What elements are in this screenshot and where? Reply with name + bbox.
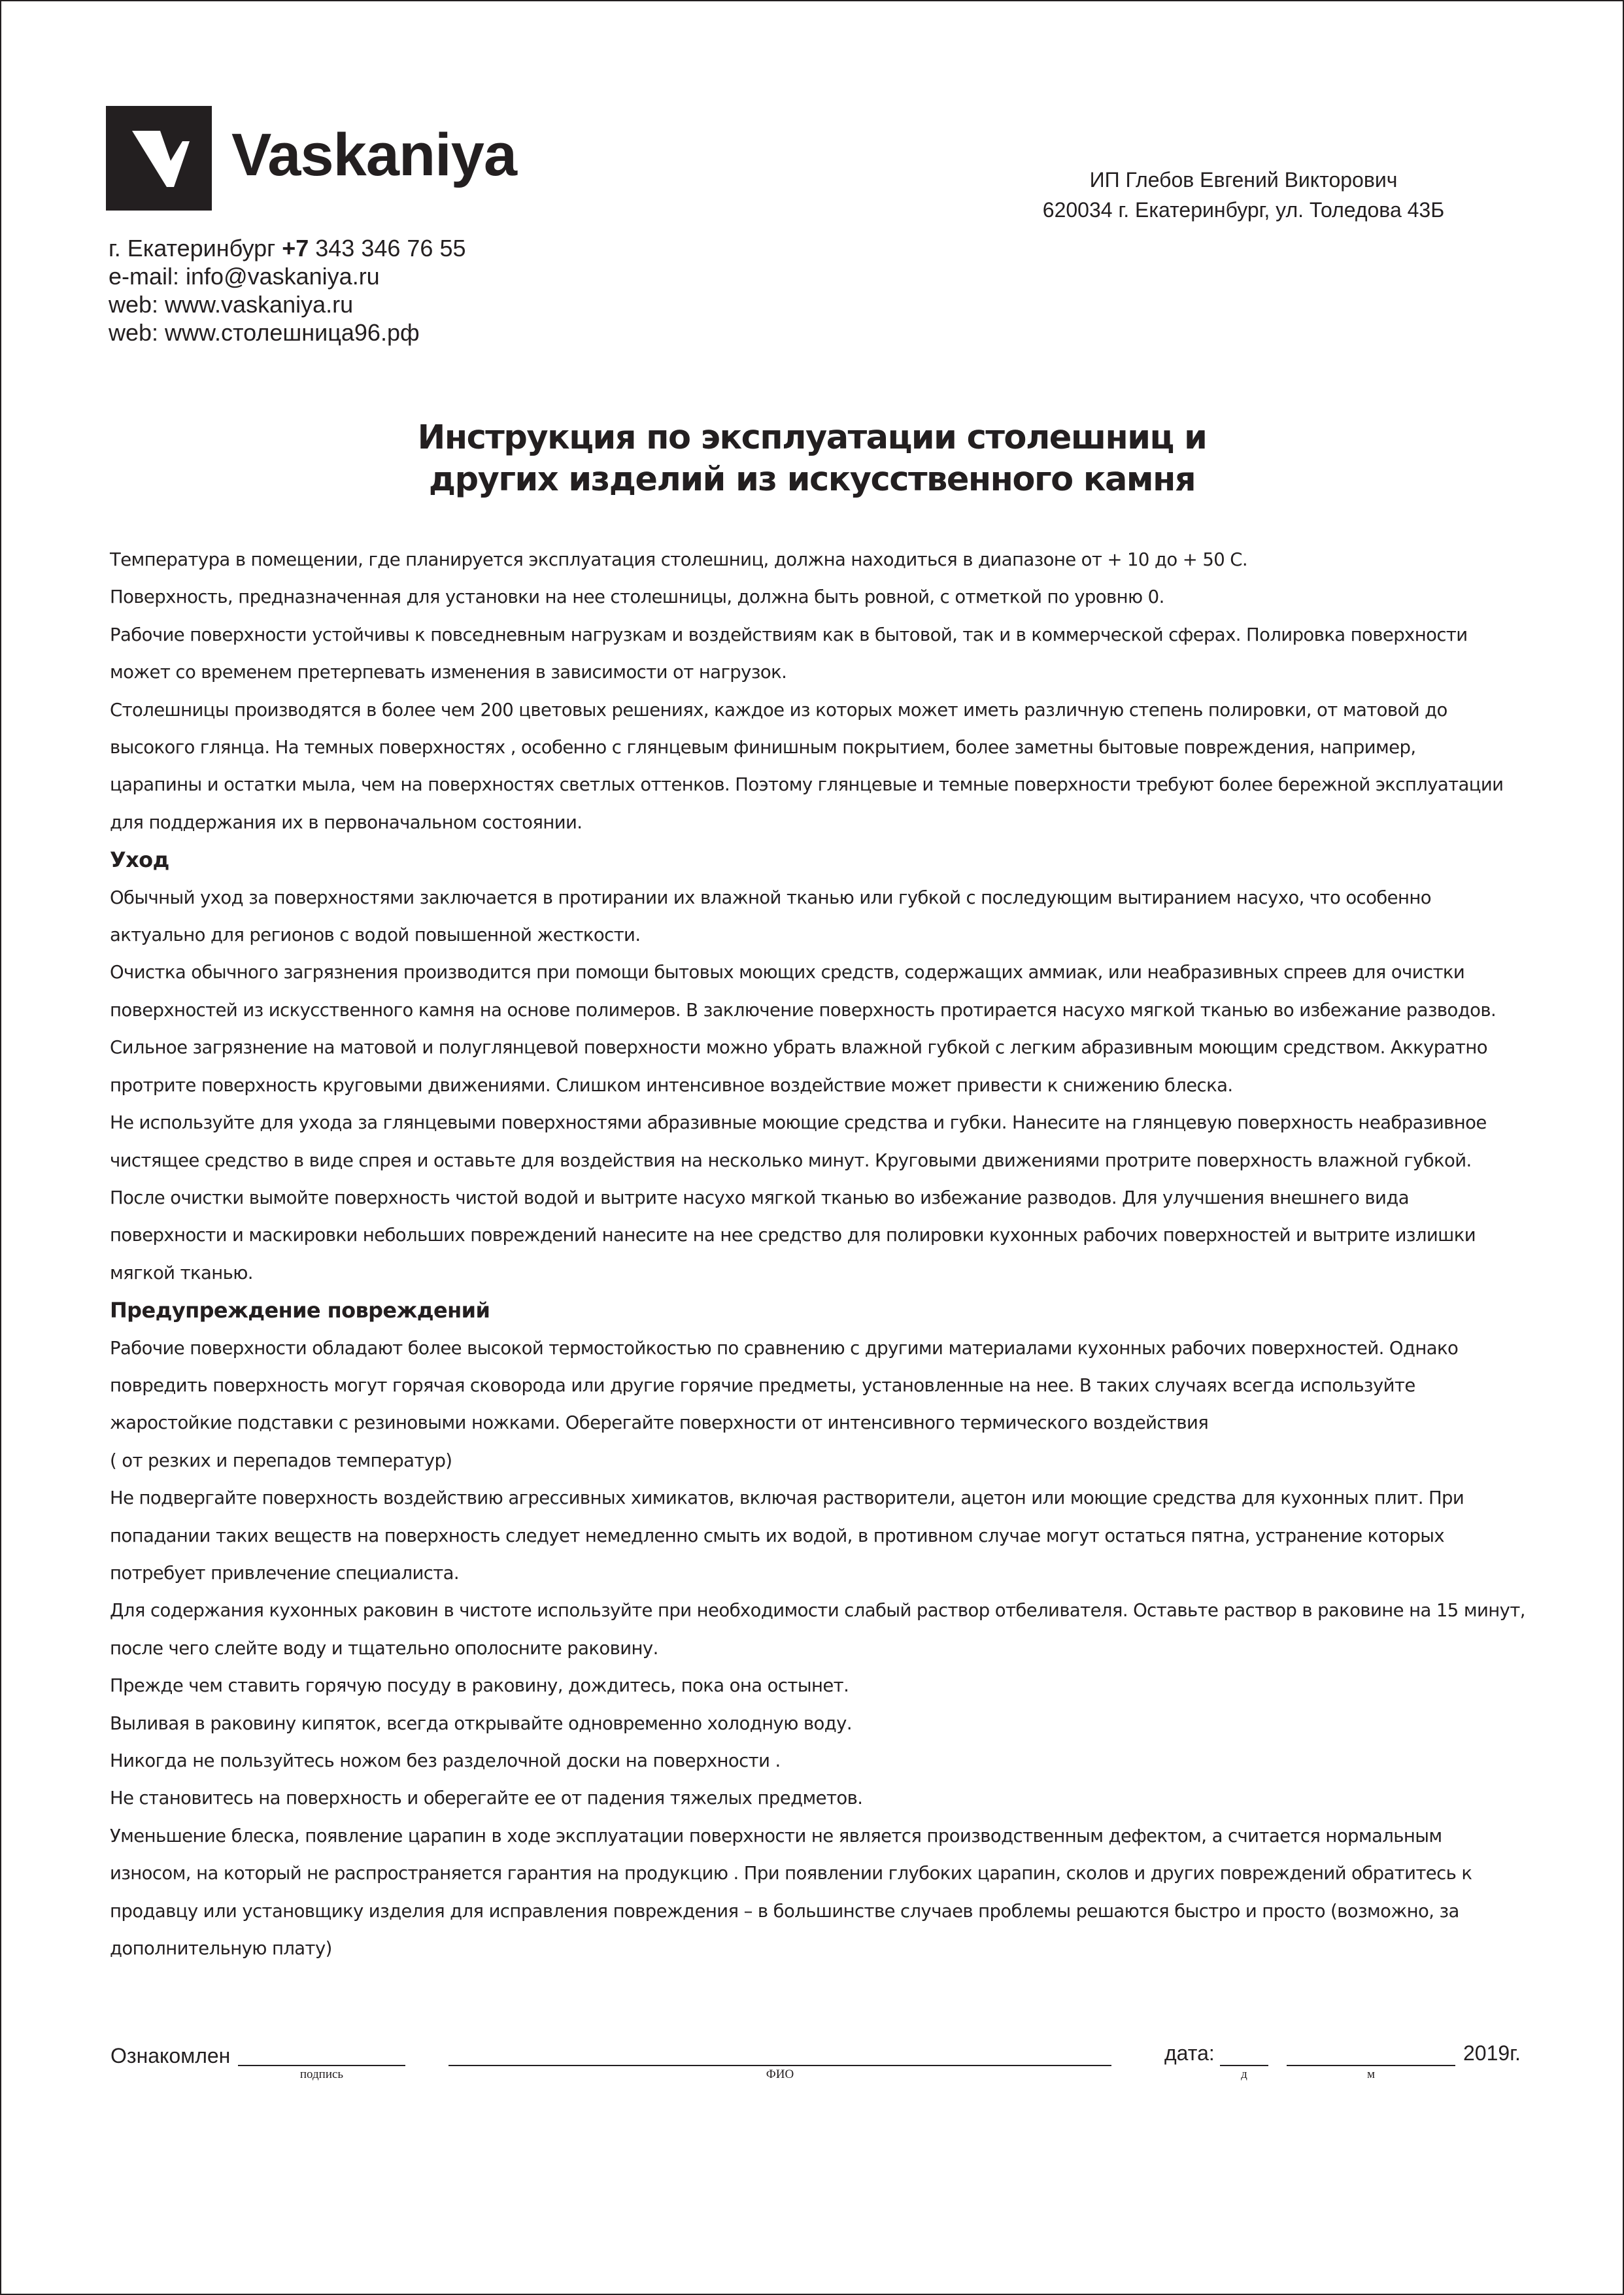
text-line: износом, на который не распространяется гарантия на продукцию . При появлении глубоких царапин, сколов и других повреждений обратитесь к — [110, 1863, 1472, 1884]
company-block — [917, 165, 1570, 225]
phone-line — [109, 234, 466, 262]
text-line: высокого глянца. На темных поверхностях , особенно с глянцевым финишным покрытием, более заметны бытовые повреждения, например, — [110, 737, 1416, 758]
text-line: Не становитесь на поверхность и оберегайте ее от падения тяжелых предметов. — [110, 1788, 863, 1809]
text-line: после чего слейте воду и тщательно ополосните раковину. — [110, 1637, 658, 1659]
company-address: 620034 г. Екатеринбург, ул. Толедова 43Б — [1042, 198, 1445, 222]
text-line: Рабочие поверхности устойчивы к повседневным нагрузкам и воздействиям как в бытовой, так и в коммерческой сферах. Полировка поверхности — [110, 624, 1468, 645]
text-line: чистящее средство в виде спрея и оставьте для воздействия на несколько минут. Круговыми движениями протрите поверхность влажной губкой. — [110, 1149, 1472, 1171]
title-line-2: других изделий из искусственного камня — [428, 460, 1196, 499]
title-line-1: Инструкция по эксплуатации столешниц и — [417, 418, 1207, 457]
text-line: протрите поверхность круговыми движениями. Слишком интенсивное воздействие может привести к снижению блеска. — [110, 1074, 1233, 1096]
email-line: e-mail: info@vaskaniya.ru — [109, 263, 380, 290]
vaskaniya-logo-icon — [106, 106, 212, 211]
text-line: для поддержания их в первоначальном состоянии. — [110, 811, 583, 833]
text-line: Поверхность, предназначенная для установки на нее столешницы, должна быть ровной, с отметкой по уровню 0. — [110, 586, 1164, 608]
date-day-field[interactable] — [1220, 2065, 1268, 2066]
text-line: После очистки вымойте поверхность чистой водой и вытрите насухо мягкой тканью во избежание разводов. Для улучшения внешнего вида — [110, 1187, 1409, 1208]
full-name-field[interactable] — [448, 2065, 1111, 2066]
text-line: Не используйте для ухода за глянцевыми поверхностями абразивные моющие средства и губки. Нанесите на глянцевую поверхность неабразивное — [110, 1112, 1487, 1134]
day-caption: д — [1241, 2067, 1247, 2081]
text-line: Уменьшение блеска, появление царапин в ходе эксплуатации поверхности не является производственным дефектом, а считается нормальным — [110, 1825, 1442, 1846]
city: г. Екатеринбург — [109, 235, 282, 262]
instructions-body — [110, 541, 1529, 1967]
text-line: жаростойкие подставки с резиновыми ножками. Оберегайте поверхности от интенсивного термического воздействия — [110, 1412, 1209, 1434]
text-line: царапины и остатки мыла, чем на поверхностях светлых оттенков. Поэтому глянцевые и темные поверхности требуют более бережной эксплуатации — [110, 774, 1504, 796]
text-line: Никогда не пользуйтесь ножом без разделочной доски на поверхности . — [110, 1750, 781, 1771]
text-line: ( от резких и перепадов температур) — [110, 1450, 452, 1471]
document-title — [158, 417, 1466, 501]
text-line: Не подвергайте поверхность воздействию агрессивных химикатов, включая растворители, ацетон или моющие средства для кухонных плит. При — [110, 1488, 1464, 1509]
section-heading-care: Уход — [110, 847, 169, 873]
text-line: повредить поверхность могут горячая сковорода или другие горячие предметы, установленные на нее. В таких случаях всегда используйте — [110, 1374, 1415, 1396]
text-line: Температура в помещении, где планируется эксплуатация столешниц, должна находиться в диапазоне от + 10 до + 50 С. — [110, 549, 1248, 570]
signature-block — [1, 2028, 1623, 2094]
text-line: актуально для регионов с водой повышенной жесткости. — [110, 925, 641, 946]
text-line: Столешницы производятся в более чем 200 цветовых решениях, каждое из которых может иметь различную степень полировки, от матовой до — [110, 699, 1447, 721]
text-line: дополнительную плату) — [110, 1938, 332, 1960]
text-line: Выливая в раковину кипяток, всегда открывайте одновременно холодную воду. — [110, 1712, 852, 1734]
date-month-field[interactable] — [1287, 2065, 1455, 2066]
text-line: поверхности и маскировки небольших повреждений нанесите на нее средство для полировки кухонных рабочих поверхностей и вытрите излишки — [110, 1225, 1476, 1246]
text-line: мягкой тканью. — [110, 1262, 253, 1284]
text-line: Для содержания кухонных раковин в чистоте используйте при необходимости слабый раствор отбеливателя. Оставьте раствор в раковине на 15 минут, — [110, 1600, 1525, 1622]
phone-prefix: +7 — [282, 235, 309, 262]
text-line: продавцу или установщику изделия для исправления повреждения – в большинстве случаев проблемы решаются быстро и просто (возможно, за — [110, 1900, 1459, 1922]
contact-block — [109, 234, 466, 347]
text-line: Обычный уход за поверхностями заключается в протирании их влажной тканью или губкой с последующим вытиранием насухо, что особенно — [110, 887, 1431, 908]
text-line: Очистка обычного загрязнения производится при помощи бытовых моющих средств, содержащих аммиак, или неабразивных спреев для очистки — [110, 962, 1465, 983]
text-line: поверхностей из искусственного камня на основе полимеров. В заключение поверхность протирается насухо мягкой тканью во избежание разводов. — [110, 999, 1497, 1021]
signature-caption: подпись — [299, 2067, 344, 2081]
web-line-1: web: www.vaskaniya.ru — [109, 291, 354, 318]
text-line: Рабочие поверхности обладают более высокой термостойкостью по сравнению с другими материалами кухонных рабочих поверхностей. Однако — [110, 1337, 1459, 1359]
text-line: Сильное загрязнение на матовой и полуглянцевой поверхности можно убрать влажной губкой с легким абразивным моющим средством. Аккуратно — [110, 1037, 1487, 1059]
text-line: может со временем претерпевать изменения в зависимости от нагрузок. — [110, 662, 787, 683]
month-caption: м — [1366, 2067, 1376, 2081]
signature-field[interactable] — [238, 2065, 405, 2066]
web-line-2: web: www.столешница96.рф — [109, 319, 420, 346]
text-line: Прежде чем ставить горячую посуду в раковину, дождитесь, пока она остынет. — [110, 1675, 849, 1697]
company-name: ИП Глебов Евгений Викторович — [1089, 168, 1398, 192]
acknowledged-label: Ознакомлен — [110, 2044, 231, 2067]
year-text: 2019г. — [1463, 2041, 1521, 2065]
text-line: попадании таких веществ на поверхность следует немедленно смыть их водой, в противном случае могут остаться пятна, устранение которых — [110, 1525, 1445, 1546]
phone-number: 343 346 76 55 — [309, 235, 466, 262]
date-label: дата: — [1164, 2041, 1215, 2065]
full-name-caption: ФИО — [766, 2067, 794, 2081]
brand-name: Vaskaniya — [231, 122, 517, 188]
text-line: потребует привлечение специалиста. — [110, 1562, 460, 1584]
section-heading-damage-prevention: Предупреждение повреждений — [110, 1298, 490, 1323]
